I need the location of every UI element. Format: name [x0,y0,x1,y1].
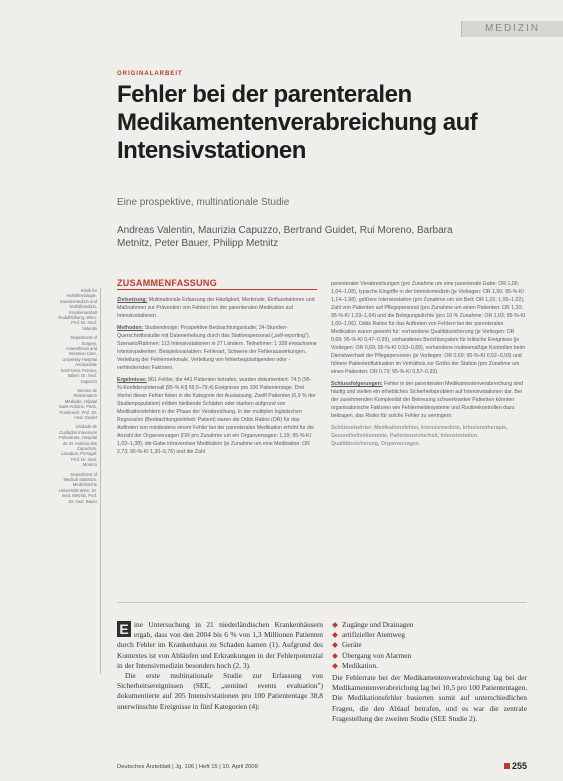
abstract-text: Studiendesign: Prospektive Beobachtungsstudie; 24-Stunden-Querschnittsstudie mit Datenerhebung durch das Stationspersonal („self-reporting"). Szenario/Rahmen: 113 Intensivstationen in 27 Ländern. Teilnehmer: 1 328 erwachsene Intensivpatienten. Beispielsvariablen: Fehlerart, Schwere der Fehlerauswirkungen, Verteilung der Fehlermerkmale, Verteilung von fehlerbegünstigenden oder -verhindernden Faktoren. [117,325,317,371]
journal-footer: Deutsches Ärzteblatt | Jg. 106 | Heft 15 | 10. April 2009 [117,764,258,770]
drop-cap: E [117,621,131,637]
author-list: Andreas Valentin, Maurizia Capuzzo, Bertrand Guidet, Rui Moreno, Barbara Metnitz, Peter Bauer, Philipp Metnitz [117,225,453,249]
keywords: Schlüsselwörter: Medikationsfehler, Intensivmedizin, Infusionstherapie, Gesundheitsökonomie, Patientensicherheit, Intensivstation, Qualitätssicherung, Organversagen [331,425,508,447]
divider [117,602,527,603]
body-text: ine Untersuchung in 21 niederländischen Krankenhäusern ergab, dass von den 2004 bis 6 % von 1,3 Millionen Patienten durch Fehler im Krankenhaus zu Schaden kamen (1). Aufgrund des Kontextes ist von Abläufen und Erkrankungen in der Fehlerpotenzial in der Intensivmedizin besonders hoch (2, 3). [117,620,323,670]
abstract-text: Multinationale Erfassung der Häufigkeit, Merkmale, Einflussfaktoren und Maßnahmen zur Prävention von Fehlern bei der parenteralen Medikation auf Intensivstationen. [117,297,315,319]
abstract-paragraph [331,280,527,376]
list-item: Geräte [332,640,527,650]
affiliations-sidebar [58,288,101,674]
affiliation: Department of Medical Statistics, Medizinische Universität Wien: Dr. med. Metnitz, Prof. Dr. med. Bauer [58,471,97,504]
abstract-paragraph [117,376,317,456]
affiliation: Unidade de Cuidados Intensivos Polivalente, Hospital de St. António dos Capuchos, Lissabon, Portugal: Prof. Dr. med. Moreno [59,424,97,468]
body-paragraph: Die Fehlerrate bei der Medikamentenverabreichung lag bei der Medikamentenverabreichung lag bei 10,5 pro 100 Patiententagen. Die Medikationsfehler basierten somit auf unterschiedlichen Fragen, die den Ablauf betrafen, und es war die zentrale Fragestellung der zweiten Studie (SEE Studie 2). [332,673,527,723]
abstract-paragraph [117,324,317,372]
section-tab: MEDIZIN [461,21,563,37]
abstract-text: parenteraler Verabreichungen (pro Zunahme um eine parenterale Gabe: OR 1,06; 1,04–1,08), typische Eingriffe in der Intensivmedizin (je Vorliegen: OR 1,50; 95-%-KI 1,14–1,98), größere Intensivstation (pro Zunahme um ein Bett: OR 1,01; 1,00–1,02), Zahl von Patienten auf Pflegepersonal (pro Zunahme um einen Patienten: OR 1,30; 95-%-KI 1,03–1,64) und die Belegungsdichte (pro 10 % Zunahme: OR 1,03; 95-%-KI 1,00–1,06). Odds Ratios für das Auftreten von Fehlern bei der parenteralen Medikation waren gesenkt für: vorhandene Qualitätssicherung (je Vorliegen: OR 0,69; 95-%-KI 0,47–0,99), vorhandenes Berichtssystem für kritische Ereignisse (je Vorliegen: OR 0,69; 95-%-KI 0,53–0,89), vorhandene routinemäßige Kontrollen beim Dienstwechsel der Pflegepersonen (je Vorliegen: OR 0,69; 95-%-KI 0,52–0,93) und höhere Patientenfluktuation im Verhältnis zur Größe der Station (pro Zunahme um einen Patienten: OR 0,73; 95-%-KI 0,57–0,93). [331,281,526,375]
body-column-right [332,620,527,724]
square-icon [504,763,510,769]
page-number-value: 255 [511,761,527,771]
abstract-continued [331,280,527,452]
abstract-lead: Methoden: [117,325,144,331]
page-number [504,761,527,771]
article-subtitle: Eine prospektive, multinationale Studie [117,197,290,208]
article-kicker: ORIGINALARBEIT [117,71,183,77]
abstract-heading: ZUSAMMENFASSUNG [117,278,317,290]
abstract-paragraph [331,380,527,420]
list-item: Übergang von Alarmen [332,651,527,661]
list-item: Medikation. [332,661,527,671]
abstract-text: 861 Fehler, die 441 Patienten betrafen, wurden dokumentiert: 74,5 (95-%-Konfidenzintervall [95-%-KI] 69,5–79,4) Ereignisse pro 100 Patiententage. Drei Viertel dieser Fehler fielen in die Kategorie der Auslassung. Zwölf Patienten (0,9 % der Studienpopulation) erlitten bleibende Schäden oder starben aufgrund von Medikationsfehlern in der Phase der Verabreichung. In der multiplen logistischen Regression (Beobachtungseinheit: Patient) waren die Odds Ratios (OR) für das Auftreten von mindestens einem Fehler bei der parenteralen Medikation erhöht für die Anzahl der Organversagen (OR pro Zunahme um ein Organversagen: 1,19; 95-%-KI 1,03–1,38), die Gabe intravenöser Medikation (je Zunahme um eine Medikation: OR 2,73; 95-%-KI 1,30–5,76) und die Zahl [117,377,316,455]
abstract-box [117,278,317,460]
body-paragraph [117,620,323,671]
body-paragraph: Die erste multinationale Studie zur Erfassung von Sicherheitsereignissen (SEE, „sentinel events evaluation") dokumentierte auf 205 Intensivstationen pro 100 Patiententage 38,8 unerwünschte Ereignisse in fünf Kategorien (4): [117,671,323,711]
list-item: artifizieller Atemweg [332,630,527,640]
affiliation: Department of Surgery, Anaesthesia and Intensive Care, University Hospital Arcispedale Sant'Anna, Ferrara, Italien: Dr. med. Capuzzo [60,335,97,384]
body-column-left [117,620,323,712]
abstract-lead: Schlussfolgerungen: [331,381,383,387]
affiliation: Service de Réanimation Médicale, Hôpital Saint-Antoine, Paris, Frankreich: Prof. Dr. med. Guidet [58,387,97,420]
article-title: Fehler bei der parenteralen Medikamentenverabreichung auf Intensivstationen [117,81,478,164]
list-item: Zugänge und Drainagen [332,620,527,630]
abstract-paragraph [117,296,317,320]
affiliation: Klinik für Anästhesiologie, Intensivmedizin und Notfallmedizin, Krankenanstalt Rudolfstiftung, Wien: Prof. Dr. med. Valentin [58,288,97,331]
abstract-lead: Ergebnisse: [117,377,147,383]
bullet-list [332,620,527,671]
abstract-lead: Zielsetzung: [117,297,148,303]
abstract-text: Fehler in der parenteralen Medikamentenverabreichung sind häufig und stellen ein erhebliches Sicherheitsproblem auf Intensivstationen dar. Bei der zunehmenden Komplexität der Betreuung schwerkranker Patienten könnten organisatorische Faktoren wie Fehlermeldesysteme und Routinekontrollen dazu beitragen, das Risiko für solche Fehler zu verringern. [331,381,524,419]
